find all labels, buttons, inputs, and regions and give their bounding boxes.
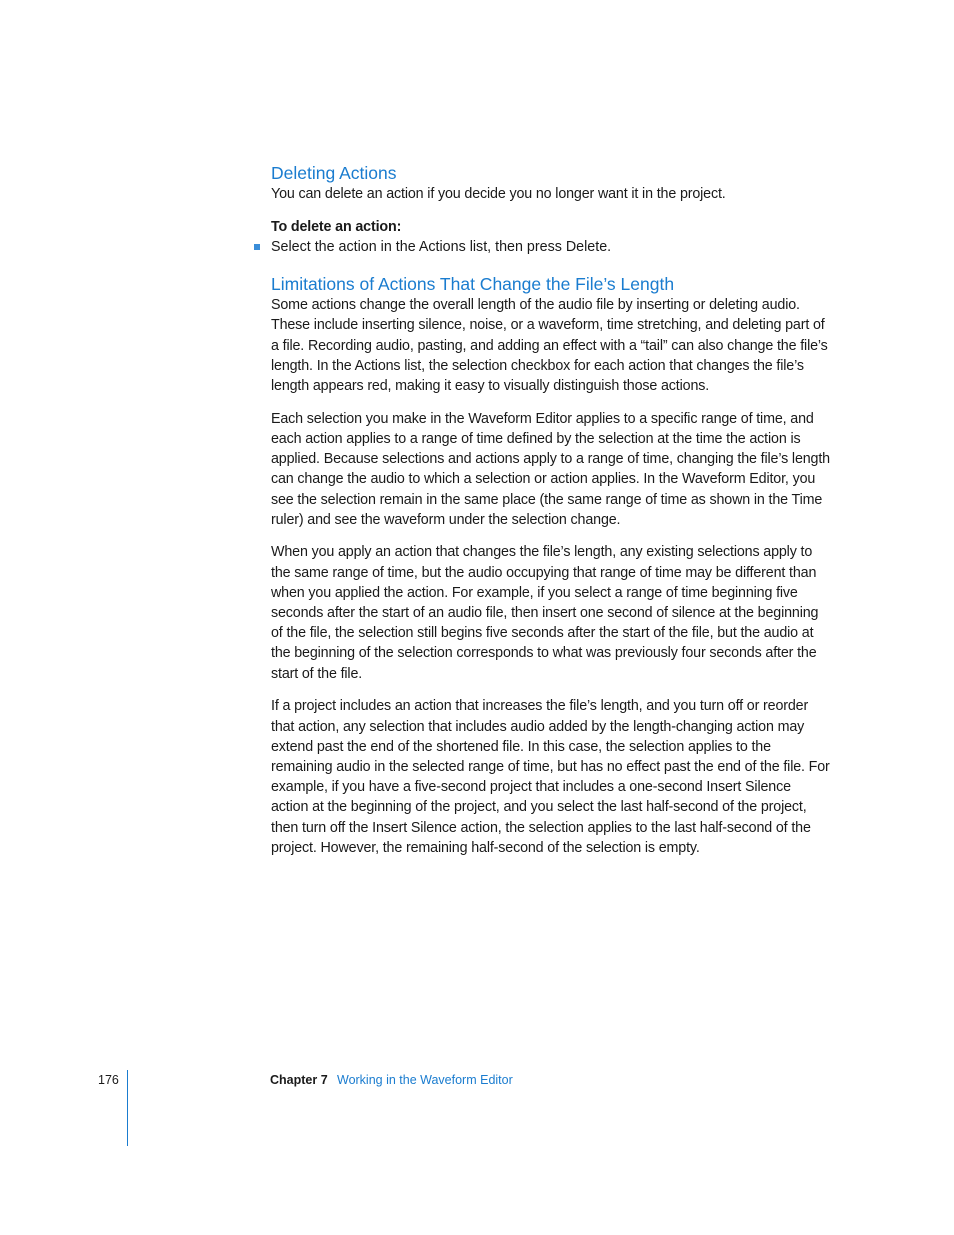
page-number: 176 bbox=[98, 1073, 119, 1087]
bullet-square-icon bbox=[254, 244, 260, 250]
task-title: To delete an action: bbox=[271, 219, 402, 236]
deleting-intro-paragraph: You can delete an action if you decide you no longer want it in the project. bbox=[271, 186, 726, 202]
body-paragraph-3: When you apply an action that changes the file’s length, any existing selections apply to the same range of time, but the audio occupying that range of time may be different than when you applied the action. For example, if you select a range of time beginning five seconds after the start of an audio file, then insert one second of silence at the beginning of the file, the selection still begins five seconds after the start of the file, but the audio at the beginning of the selection corresponds to what was previously four seconds after the start of the file. bbox=[271, 544, 819, 682]
body-paragraph-2: Each selection you make in the Waveform Editor applies to a specific range of time, and each action applies to a range of time defined by the selection at the time the action is applied. Because selections and actions apply to a range of time, changing the file’s length can change the audio to which a selection or action applies. In the Waveform Editor, you see the selection remain in the same place (the same range of time as shown in the Time ruler) and see the waveform under the selection change. bbox=[271, 410, 830, 528]
footer-chapter-title: Working in the Waveform Editor bbox=[337, 1073, 513, 1087]
step-text: Select the action in the Actions list, then press Delete. bbox=[271, 239, 612, 256]
body-paragraph-1: Some actions change the overall length of the audio file by inserting or deleting audio. These include inserting silence, noise, or a waveform, time stretching, and deleting part of a file. Recording audio, pasting, and adding an effect with a “tail” can also change the file’s length. In the Actions list, the selection checkbox for each action that changes the file’s length appears red, making it easy to visually distinguish those actions. bbox=[271, 297, 828, 395]
section-heading-deleting-actions: Deleting Actions bbox=[271, 163, 397, 183]
body-paragraph-4: If a project includes an action that increases the file’s length, and you turn off or reorder that action, any selection that includes audio added by the length-changing action may extend past the end of the shortened file. In this case, the selection applies to the remaining audio in the selected range of time, but has no effect past the end of the file. For example, if you have a five-second project that includes a one-second Insert Silence action at the beginning of the project, and you select the last half-second of the project, then turn off the Insert Silence action, the selection applies to the last half-second of the project. However, the remaining half-second of the selection is empty. bbox=[271, 698, 830, 856]
footer-divider bbox=[127, 1070, 128, 1146]
footer-chapter-label: Chapter 7 bbox=[270, 1073, 328, 1087]
section-heading-limitations: Limitations of Actions That Change the File’s Length bbox=[271, 274, 675, 295]
page-content bbox=[271, 162, 831, 858]
step-list-item bbox=[271, 237, 831, 257]
